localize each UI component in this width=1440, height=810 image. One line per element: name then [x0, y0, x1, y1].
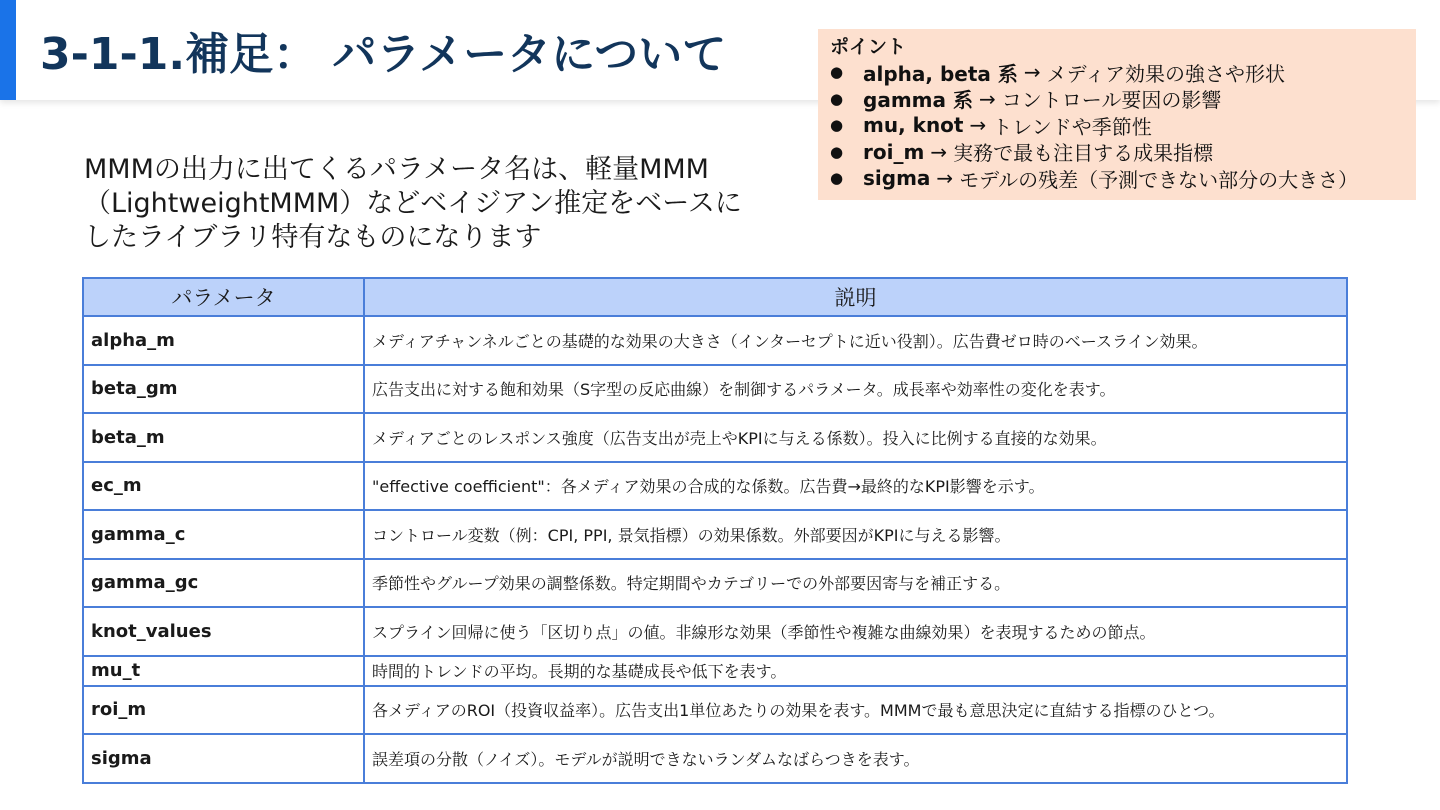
intro-line: （LightweightMMM）などベイジアン推定をベースに	[84, 188, 742, 219]
point-key: roi_m	[863, 139, 925, 164]
table-row	[83, 734, 1347, 783]
column-header-parameter: パラメータ	[83, 278, 364, 316]
parameter-description: メディアチャンネルごとの基礎的な効果の大きさ（インターセプトに近い役割）。広告費ゼロ時のベースライン効果。	[364, 316, 1347, 365]
point-heading: ポイント	[830, 36, 907, 58]
intro-text	[84, 153, 784, 255]
intro-line: MMMの出力に出てくるパラメータ名は、軽量MMM	[84, 154, 709, 185]
column-header-description: 説明	[364, 278, 1347, 316]
bullet-icon: ●	[830, 116, 844, 135]
parameter-description: メディアごとのレスポンス強度（広告支出が売上やKPIに与える係数）。投入に比例する直接的な効果。	[364, 413, 1347, 462]
intro-line: したライブラリ特有なものになります	[84, 222, 542, 253]
arrow-icon: →	[930, 139, 948, 164]
parameter-description: 広告支出に対する飽和効果（S字型の反応曲線）を制御するパラメータ。成長率や効率性の変化を表す。	[364, 365, 1347, 414]
parameter-name: alpha_m	[83, 316, 364, 365]
arrow-icon: →	[969, 113, 987, 138]
table-row	[83, 316, 1347, 365]
point-text: 実務で最も注目する成果指標	[953, 141, 1214, 166]
bullet-icon: ●	[830, 63, 844, 82]
point-item	[830, 165, 1404, 192]
table-row	[83, 510, 1347, 559]
table-row	[83, 413, 1347, 462]
parameter-description: 誤差項の分散（ノイズ）。モデルが説明できないランダムなばらつきを表す。	[364, 734, 1347, 783]
parameter-description: 時間的トレンドの平均。長期的な基礎成長や低下を表す。	[364, 656, 1347, 686]
bullet-icon: ●	[830, 169, 844, 188]
parameter-description: 季節性やグループ効果の調整係数。特定期間やカテゴリーでの外部要因寄与を補正する。	[364, 559, 1347, 608]
point-text: コントロール要因の影響	[1001, 88, 1222, 113]
parameter-description: コントロール変数（例：CPI, PPI, 景気指標）の効果係数。外部要因がKPIに与える影響。	[364, 510, 1347, 559]
point-text: メディア効果の強さや形状	[1046, 61, 1286, 86]
point-text: モデルの残差（予測できない部分の大きさ）	[959, 167, 1359, 192]
page-title: 3-1-1.補足： パラメータについて	[40, 29, 727, 80]
parameter-name: beta_gm	[83, 365, 364, 414]
table-row	[83, 462, 1347, 511]
table-row	[83, 686, 1347, 735]
parameter-description: "effective coefficient"：各メディア効果の合成的な係数。広告費→最終的なKPI影響を示す。	[364, 462, 1347, 511]
point-key: alpha, beta 系	[863, 61, 1018, 86]
bullet-icon: ●	[830, 89, 844, 108]
parameter-description: スプライン回帰に使う「区切り点」の値。非線形な効果（季節性や複雑な曲線効果）を表現するための節点。	[364, 607, 1347, 656]
point-item	[830, 112, 1404, 139]
parameter-name: mu_t	[83, 656, 364, 686]
bullet-icon: ●	[830, 142, 844, 161]
table-row	[83, 365, 1347, 414]
arrow-icon: →	[936, 166, 954, 191]
parameter-name: knot_values	[83, 607, 364, 656]
table-header-row	[83, 278, 1347, 316]
table-row	[83, 559, 1347, 608]
point-box	[818, 29, 1416, 200]
point-text: トレンドや季節性	[992, 114, 1152, 139]
parameter-name: ec_m	[83, 462, 364, 511]
point-item	[830, 139, 1404, 166]
parameter-description: 各メディアのROI（投資収益率）。広告支出1単位あたりの効果を表す。MMMで最も意思決定に直結する指標のひとつ。	[364, 686, 1347, 735]
arrow-icon: →	[978, 86, 996, 111]
point-key: sigma	[863, 166, 931, 191]
parameter-name: sigma	[83, 734, 364, 783]
parameter-table	[82, 277, 1348, 784]
parameter-name: gamma_c	[83, 510, 364, 559]
arrow-icon: →	[1023, 60, 1041, 85]
parameter-name: beta_m	[83, 413, 364, 462]
point-list	[830, 59, 1404, 192]
table-row	[83, 656, 1347, 686]
parameter-name: gamma_gc	[83, 559, 364, 608]
accent-bar	[0, 0, 16, 100]
parameter-name: roi_m	[83, 686, 364, 735]
point-key: gamma 系	[863, 88, 973, 113]
table-row	[83, 607, 1347, 656]
point-item	[830, 59, 1404, 86]
point-key: mu, knot	[863, 113, 964, 138]
point-item	[830, 86, 1404, 113]
